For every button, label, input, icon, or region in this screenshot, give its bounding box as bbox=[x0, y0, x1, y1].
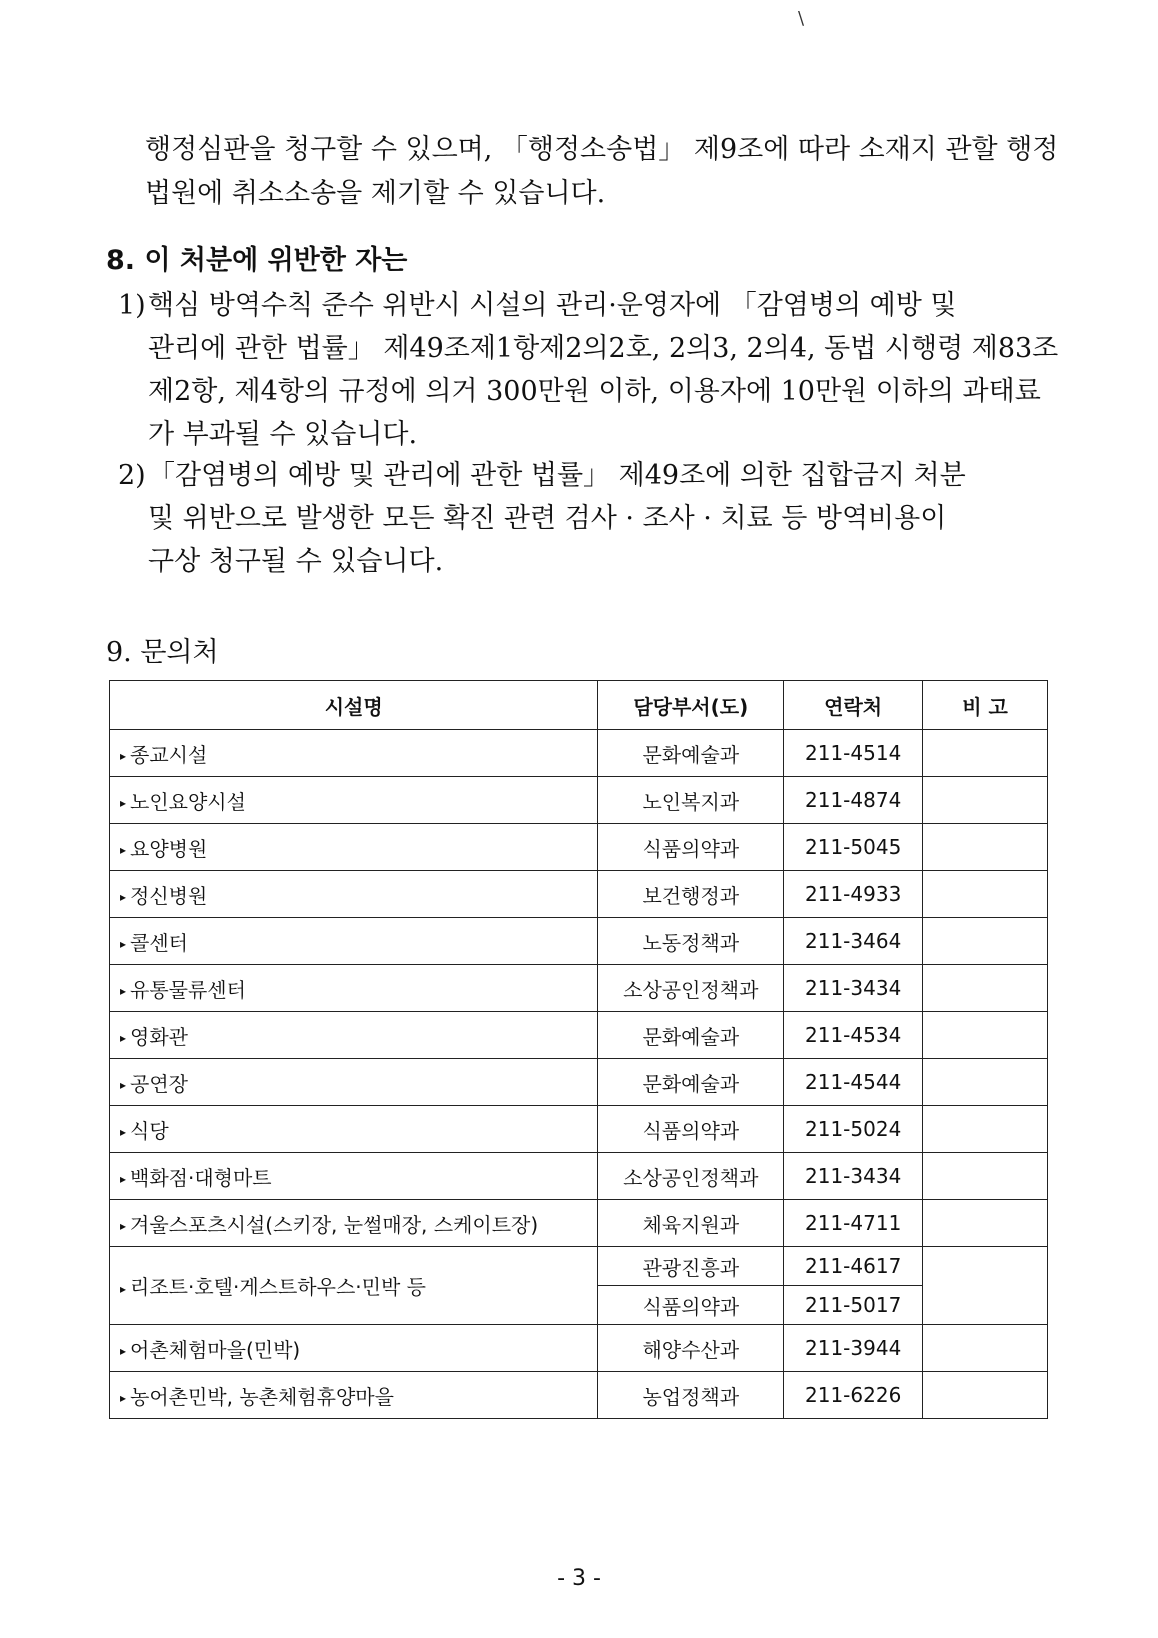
facility-name: 공연장 bbox=[130, 1071, 188, 1096]
bullet-icon: ▸ bbox=[120, 1281, 127, 1296]
section9-heading: 9. 문의처 bbox=[106, 637, 219, 668]
tel-cell: 211-3434 bbox=[784, 965, 923, 1012]
dept-cell: 식품의약과 bbox=[598, 1106, 784, 1153]
note-cell bbox=[923, 1372, 1048, 1419]
dept-cell: 노동정책과 bbox=[598, 918, 784, 965]
tel-cell: 211-4711 bbox=[784, 1200, 923, 1247]
facility-name: 영화관 bbox=[130, 1024, 188, 1049]
tel-cell: 211-5045 bbox=[784, 824, 923, 871]
item-line: 핵심 방역수칙 준수 위반시 시설의 관리·운영자에 「감염병의 예방 및 bbox=[148, 290, 957, 321]
dept-cell: 소상공인정책과 bbox=[598, 1153, 784, 1200]
dept-cell: 해양수산과 bbox=[598, 1325, 784, 1372]
tel-cell: 211-4617 bbox=[784, 1247, 923, 1286]
table-row bbox=[110, 1247, 1048, 1286]
table-row bbox=[110, 1106, 1048, 1153]
table-row bbox=[110, 1012, 1048, 1059]
dept-cell: 노인복지과 bbox=[598, 777, 784, 824]
facility-cell bbox=[110, 1325, 598, 1372]
dept-cell: 관광진흥과 bbox=[598, 1247, 784, 1286]
item-number: 1) bbox=[118, 290, 146, 321]
item-number: 2) bbox=[118, 460, 146, 491]
facility-cell bbox=[110, 918, 598, 965]
tel-cell: 211-5017 bbox=[784, 1286, 923, 1325]
dept-cell: 소상공인정책과 bbox=[598, 965, 784, 1012]
bullet-icon: ▸ bbox=[120, 1172, 127, 1186]
dept-cell: 식품의약과 bbox=[598, 824, 784, 871]
tel-cell: 211-4933 bbox=[784, 871, 923, 918]
bullet-icon: ▸ bbox=[120, 1344, 127, 1358]
note-cell bbox=[923, 777, 1048, 824]
facility-name: 식당 bbox=[130, 1118, 169, 1143]
header-facility: 시설명 bbox=[110, 681, 598, 730]
facility-cell bbox=[110, 824, 598, 871]
item-body bbox=[148, 454, 1048, 583]
dept-cell: 식품의약과 bbox=[598, 1286, 784, 1325]
tel-cell: 211-5024 bbox=[784, 1106, 923, 1153]
facility-name: 노인요양시설 bbox=[130, 789, 246, 814]
note-cell bbox=[923, 871, 1048, 918]
dept-cell: 농업정책과 bbox=[598, 1372, 784, 1419]
intro-line: 법원에 취소소송을 제기할 수 있습니다. bbox=[145, 178, 606, 209]
table-row bbox=[110, 824, 1048, 871]
bullet-icon: ▸ bbox=[120, 937, 127, 951]
facility-cell bbox=[110, 1153, 598, 1200]
item-line: 및 위반으로 발생한 모든 확진 관련 검사 · 조사 · 치료 등 방역비용이 bbox=[148, 503, 947, 534]
bullet-icon: ▸ bbox=[120, 984, 127, 998]
header-note: 비 고 bbox=[923, 681, 1048, 730]
facility-cell bbox=[110, 1059, 598, 1106]
facility-cell bbox=[110, 871, 598, 918]
tel-cell: 211-4544 bbox=[784, 1059, 923, 1106]
bullet-icon: ▸ bbox=[120, 1031, 127, 1045]
tel-cell: 211-4534 bbox=[784, 1012, 923, 1059]
note-cell bbox=[923, 1247, 1048, 1325]
facility-name: 어촌체험마을(민박) bbox=[130, 1337, 301, 1362]
table-row bbox=[110, 965, 1048, 1012]
bullet-icon: ▸ bbox=[120, 749, 127, 763]
facility-name: 농어촌민박, 농촌체험휴양마을 bbox=[130, 1384, 394, 1409]
table-row bbox=[110, 1059, 1048, 1106]
facility-cell bbox=[110, 1106, 598, 1153]
item-line: 제2항, 제4항의 규정에 의거 300만원 이하, 이용자에 10만원 이하의 과태료 bbox=[148, 376, 1041, 407]
dept-cell: 문화예술과 bbox=[598, 730, 784, 777]
facility-cell bbox=[110, 1200, 598, 1247]
facility-name: 종교시설 bbox=[130, 742, 208, 767]
facility-cell bbox=[110, 1372, 598, 1419]
facility-cell bbox=[110, 965, 598, 1012]
item-body bbox=[148, 284, 1059, 456]
facility-name: 겨울스포츠시설(스키장, 눈썰매장, 스케이트장) bbox=[130, 1212, 539, 1237]
dept-cell: 보건행정과 bbox=[598, 871, 784, 918]
facility-name: 정신병원 bbox=[130, 883, 208, 908]
tel-cell: 211-4874 bbox=[784, 777, 923, 824]
facility-name: 리조트·호텔·게스트하우스·민박 등 bbox=[130, 1275, 426, 1299]
table-header-row bbox=[110, 681, 1048, 730]
facility-name: 요양병원 bbox=[130, 836, 208, 861]
note-cell bbox=[923, 730, 1048, 777]
tel-cell: 211-3434 bbox=[784, 1153, 923, 1200]
table-row bbox=[110, 1200, 1048, 1247]
table-row bbox=[110, 918, 1048, 965]
table-body bbox=[110, 730, 1048, 1419]
note-cell bbox=[923, 824, 1048, 871]
facility-cell bbox=[110, 777, 598, 824]
bullet-icon: ▸ bbox=[120, 1219, 127, 1233]
note-cell bbox=[923, 1012, 1048, 1059]
facility-cell bbox=[110, 730, 598, 777]
table-row bbox=[110, 730, 1048, 777]
tel-cell: 211-3464 bbox=[784, 918, 923, 965]
bullet-icon: ▸ bbox=[120, 1391, 127, 1405]
contact-table bbox=[109, 680, 1048, 1419]
item-line: 가 부과될 수 있습니다. bbox=[148, 419, 418, 450]
bullet-icon: ▸ bbox=[120, 1125, 127, 1139]
tel-cell: 211-4514 bbox=[784, 730, 923, 777]
note-cell bbox=[923, 1106, 1048, 1153]
note-cell bbox=[923, 1153, 1048, 1200]
facility-name: 콜센터 bbox=[130, 930, 188, 955]
item-line: 구상 청구될 수 있습니다. bbox=[148, 546, 444, 577]
facility-name: 백화점·대형마트 bbox=[130, 1165, 272, 1190]
item-line: 「감염병의 예방 및 관리에 관한 법률」 제49조에 의한 집합금지 처분 bbox=[148, 460, 966, 491]
facility-name: 유통물류센터 bbox=[130, 977, 246, 1002]
facility-cell bbox=[110, 1012, 598, 1059]
table-row bbox=[110, 1325, 1048, 1372]
bullet-icon: ▸ bbox=[120, 1078, 127, 1092]
bullet-icon: ▸ bbox=[120, 890, 127, 904]
section8-heading: 8. 이 처분에 위반한 자는 bbox=[106, 245, 408, 276]
table-row bbox=[110, 777, 1048, 824]
header-tel: 연락처 bbox=[784, 681, 923, 730]
bullet-icon: ▸ bbox=[120, 796, 127, 810]
dept-cell: 문화예술과 bbox=[598, 1012, 784, 1059]
intro-paragraph bbox=[145, 128, 1059, 216]
dept-cell: 문화예술과 bbox=[598, 1059, 784, 1106]
header-dept: 담당부서(도) bbox=[598, 681, 784, 730]
item-line: 관리에 관한 법률」 제49조제1항제2의2호, 2의3, 2의4, 동법 시행령 제83조 bbox=[148, 333, 1059, 364]
note-cell bbox=[923, 1059, 1048, 1106]
intro-line: 행정심판을 청구할 수 있으며, 「행정소송법」 제9조에 따라 소재지 관할 행정 bbox=[145, 134, 1059, 165]
bullet-icon: ▸ bbox=[120, 843, 127, 857]
note-cell bbox=[923, 965, 1048, 1012]
table-row bbox=[110, 871, 1048, 918]
page-number: - 3 - bbox=[557, 1566, 601, 1591]
dept-cell: 체육지원과 bbox=[598, 1200, 784, 1247]
note-cell bbox=[923, 1325, 1048, 1372]
table-row bbox=[110, 1153, 1048, 1200]
facility-cell bbox=[110, 1247, 598, 1325]
tel-cell: 211-3944 bbox=[784, 1325, 923, 1372]
tel-cell: 211-6226 bbox=[784, 1372, 923, 1419]
note-cell bbox=[923, 918, 1048, 965]
table-row bbox=[110, 1372, 1048, 1419]
note-cell bbox=[923, 1200, 1048, 1247]
stray-mark: \ bbox=[798, 8, 805, 29]
